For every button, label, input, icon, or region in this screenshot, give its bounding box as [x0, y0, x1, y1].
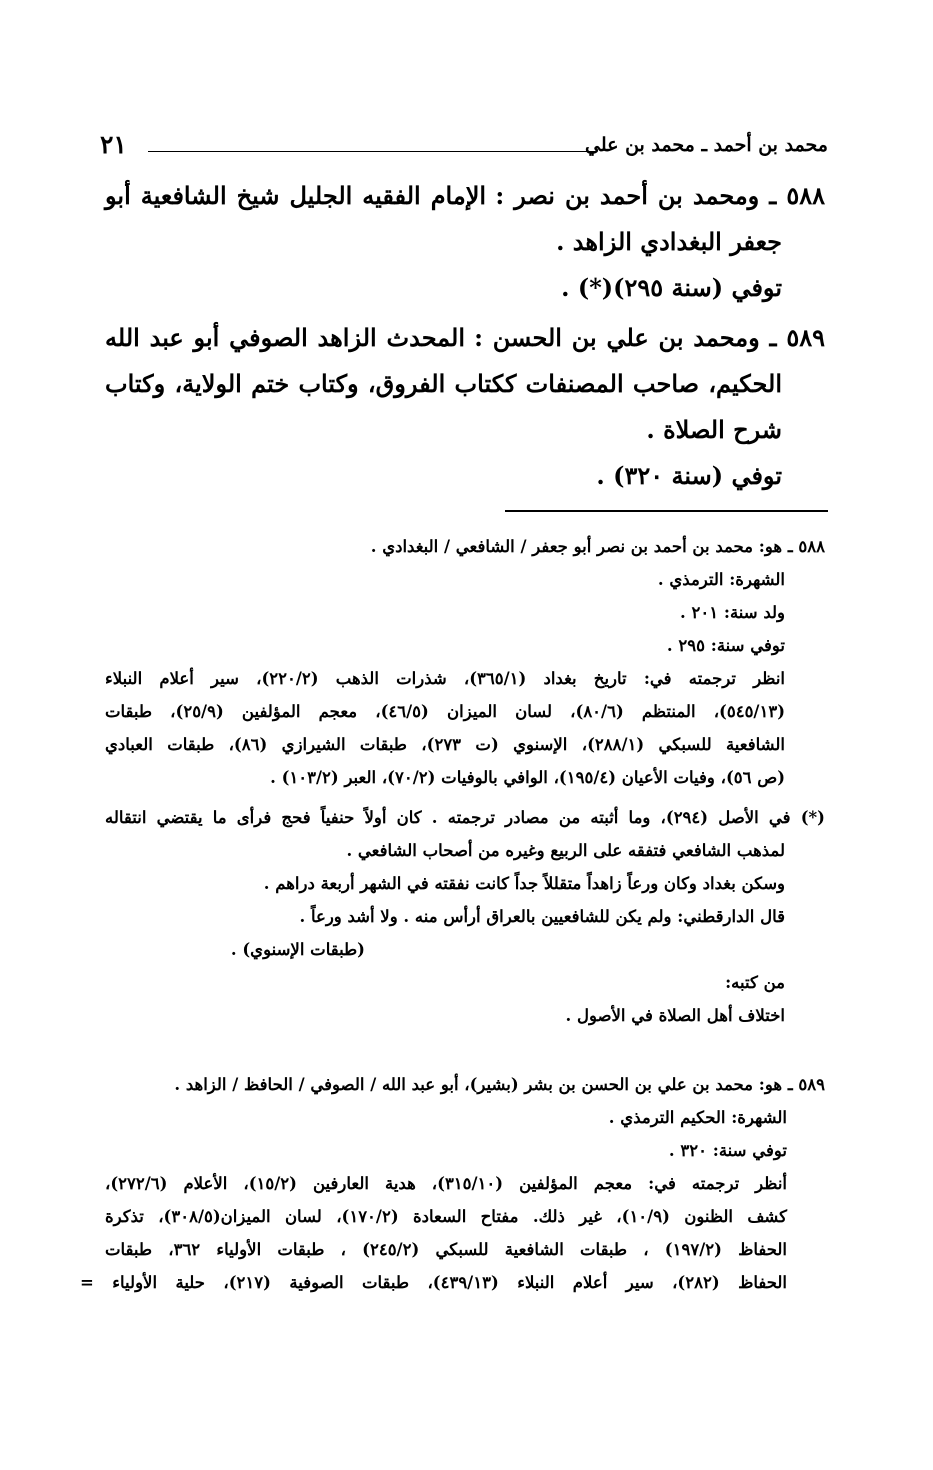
footnote-line: توفي سنة: ٣٢٠ . — [668, 1141, 787, 1160]
footnote-588 — [105, 530, 825, 794]
entry-text: الإمام الفقيه الجليل شيخ الشافعية أبو — [105, 181, 487, 210]
footnote-line: (*) في الأصل (٢٩٤)، وما أثبته من مصادر ترجمته . كان أولاً حنفياً فحج فرأى ما يقتضي انتقاله — [105, 808, 825, 827]
footnote-line: من كتبه: — [725, 973, 785, 992]
entry-line: الحكيم، صاحب المصنفات ككتاب الفروق، وكتاب ختم الولاية، وكتاب — [105, 369, 782, 398]
footnote-star — [105, 801, 825, 1032]
footnote-line: ولد سنة: ٢٠١ . — [680, 603, 785, 622]
running-title: محمد بن أحمد ـ محمد بن علي — [584, 134, 828, 156]
footnote-line: الحفاظ (٢٨٢)، سير أعلام النبلاء (٤٣٩/١٣)، طبقات الصوفية (٢١٧)، حلية الأولياء = — [80, 1273, 787, 1292]
footnote-line: (٥٤٥/١٣)، المنتظم (٨٠/٦)، لسان الميزان (٤٦/٥)، معجم المؤلفين (٢٥/٩)، طبقات — [105, 702, 785, 721]
entry-589 — [105, 315, 825, 499]
running-header — [100, 130, 828, 168]
entry-line — [105, 173, 825, 219]
entry-line: جعفر البغدادي الزاهد . — [556, 227, 782, 256]
entry-line — [105, 315, 825, 361]
footnote-line: اختلاف أهل الصلاة في الأصول . — [565, 1006, 785, 1025]
footnote-line: ٥٨٩ ـ هو: محمد بن علي بن الحسن بن بشر (بشير)، أبو عبد الله / الصوفي / الحافظ / الزاهد . — [174, 1075, 825, 1094]
footnote-separator — [505, 510, 828, 512]
footnote-line: قال الدارقطني: ولم يكن للشافعيين بالعراق أرأس منه . ولا أشد ورعاً . — [299, 907, 785, 926]
header-rule — [148, 151, 596, 152]
footnote-line: انظر ترجمته في: تاريخ بغداد (٣٦٥/١)، شذرات الذهب (٢٢٠/٢)، سير أعلام النبلاء — [105, 669, 786, 688]
entry-line: توفي (سنة ٢٩٥)(*) . — [561, 273, 782, 302]
footnote-line: الشهرة: الترمذي . — [657, 570, 785, 589]
footnote-line: ٥٨٨ ـ هو: محمد بن أحمد بن نصر أبو جعفر / الشافعي / البغدادي . — [370, 537, 825, 556]
entry-heading: ٥٨٩ ـ ومحمد بن علي بن الحسن : — [474, 323, 826, 352]
footnote-line: الحفاظ (١٩٧/٢) ، طبقات الشافعية للسبكي (٢٤٥/٢) ، طبقات الأولياء ٣٦٢، طبقات — [105, 1240, 788, 1259]
footnote-line: وسكن بغداد وكان ورعاً زاهداً متقللاً جداً كانت نفقته في الشهر أربعة دراهم . — [263, 874, 785, 893]
citation-line: (طبقات الإسنوي) . — [230, 940, 365, 959]
page-number: ٢١ — [100, 130, 127, 159]
footnote-589 — [80, 1068, 825, 1299]
footnote-line: الشافعية للسبكي (٢٨٨/١)، الإسنوي (ت ٢٧٣)، طبقات الشيرازي (٨٦)، طبقات العبادي — [105, 735, 785, 754]
entry-line: توفي (سنة ٣٢٠) . — [596, 461, 782, 490]
footnote-line: أنظر ترجمته في: معجم المؤلفين (٣١٥/١٠)، هدية العارفين (١٥/٢)، الأعلام (٢٧٢/٦)، — [105, 1174, 788, 1193]
footnote-line: توفي سنة: ٢٩٥ . — [666, 636, 785, 655]
footnote-line: كشف الظنون (١٠/٩)، غير ذلك. مفتاح السعادة (١٧٠/٢)، لسان الميزان(٣٠٨/٥)، تذكرة — [105, 1207, 788, 1226]
footnote-line: (ص ٥٦)، وفيات الأعيان (١٩٥/٤)، الوافي بالوفيات (٧٠/٢)، العبر (١٠٣/٢) . — [270, 768, 785, 787]
entry-heading: ٥٨٨ ـ ومحمد بن أحمد بن نصر : — [495, 181, 825, 210]
entry-line: شرح الصلاة . — [646, 415, 782, 444]
footnote-line: لمذهب الشافعي فتفقه على الربيع وغيره من أصحاب الشافعي . — [346, 841, 785, 860]
entry-588 — [105, 173, 825, 311]
entry-text: المحدث الزاهد الصوفي أبو عبد الله — [105, 323, 466, 352]
footnote-line: الشهرة: الحكيم الترمذي . — [608, 1108, 787, 1127]
